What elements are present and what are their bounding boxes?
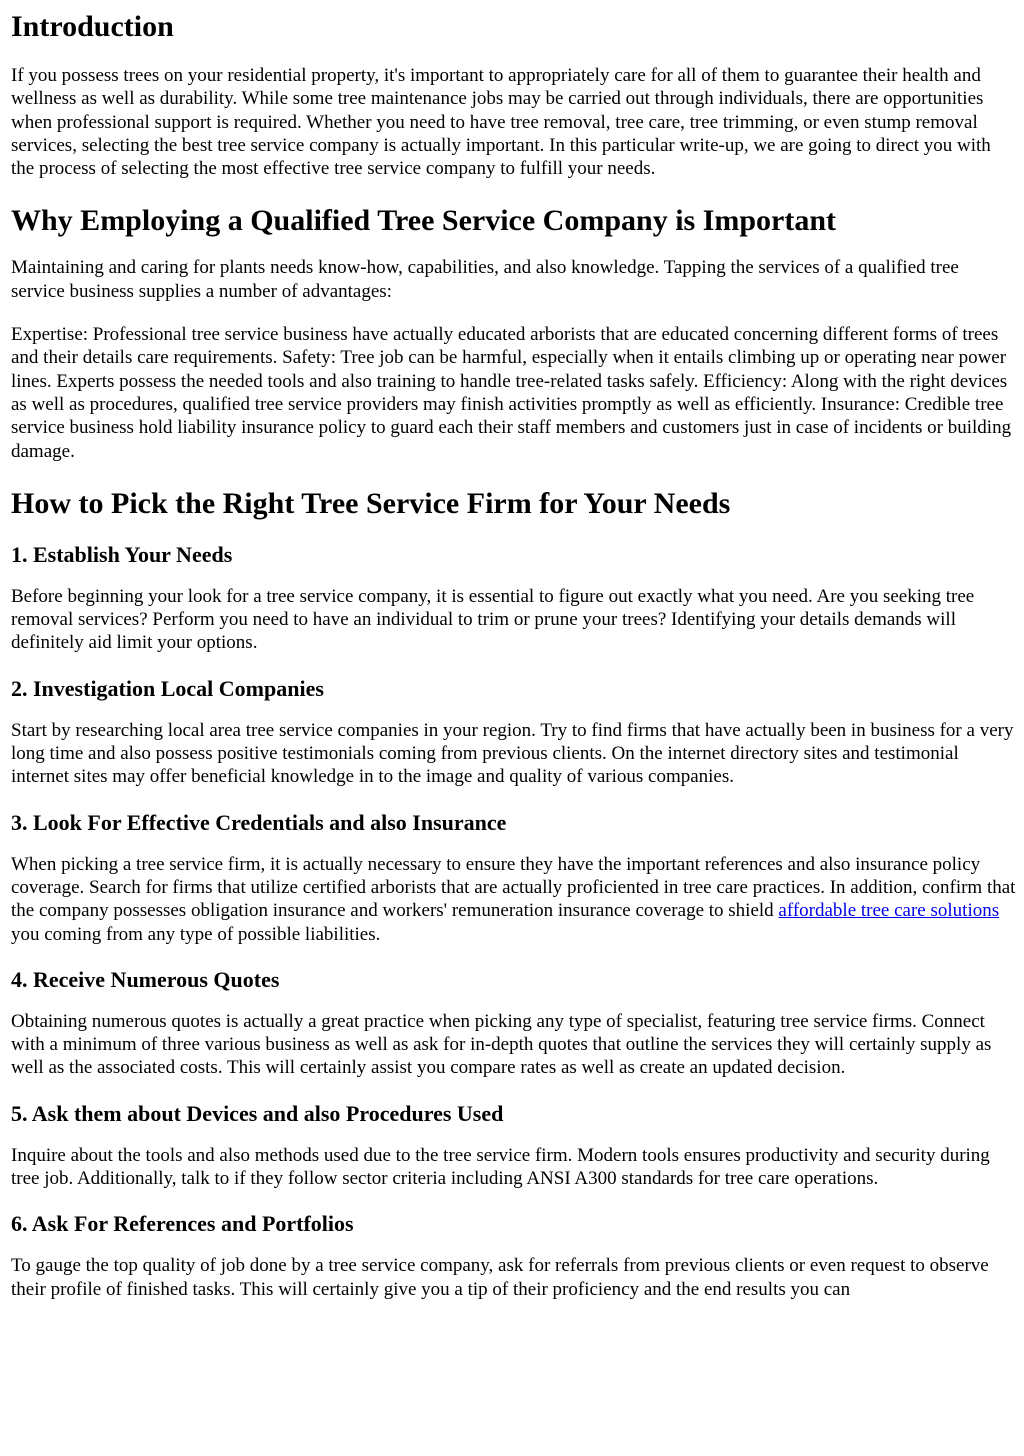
- why-paragraph-2: Expertise: Professional tree service business have actually educated arborists that are educated concerning different forms of trees and their details care requirements. Safety: Tree job can be harmful, especially when it entails climbing up or operating near power lines. Experts possess the needed tools and also training to handle tree-related tasks safely. Efficiency: Along with the right devices as well as procedures, qualified tree service providers may finish activities promptly as well as efficiently. Insurance: Credible tree service business hold liability insurance policy to guard each their staff members and customers just in case of incidents or building damage.: [11, 324, 1012, 462]
- how-heading: How to Pick the Right Tree Service Firm for Your Needs: [11, 486, 731, 520]
- step-3-title: 3. Look For Effective Credentials and also Insurance: [11, 809, 507, 835]
- step-2-title: 2. Investigation Local Companies: [11, 675, 324, 701]
- step-6-title: 6. Ask For References and Portfolios: [11, 1211, 354, 1237]
- step-1-title: 1. Establish Your Needs: [11, 541, 233, 567]
- step-5-title: 5. Ask them about Devices and also Procedures Used: [11, 1100, 504, 1126]
- step-3-text-after: you coming from any type of possible liabilities.: [11, 923, 381, 945]
- why-heading: Why Employing a Qualified Tree Service Company is Important: [11, 204, 837, 238]
- step-3-text-before: When picking a tree service firm, it is actually necessary to ensure they have the important references and also insurance policy coverage. Search for firms that utilize certified arborists that are actually proficiented in tree care practices. In addition, confirm that the company possesses obligation insurance and workers' remuneration insurance coverage to shield: [11, 853, 1016, 922]
- why-paragraph-1: Maintaining and caring for plants needs know-how, capabilities, and also knowledge. Tapping the services of a qualified tree service business supplies a number of advantages:: [11, 257, 959, 302]
- intro-heading: Introduction: [11, 10, 174, 43]
- intro-paragraph: If you possess trees on your residential property, it's important to appropriately care for all of them to guarantee their health and wellness as well as durability. While some tree maintenance jobs may be carried out through individuals, there are opportunities when professional support is required. Whether you need to have tree removal, tree care, tree trimming, or even stump removal services, selecting the best tree service company is actually important. In this particular write-up, we are going to direct you with the process of selecting the most effective tree service company to fulfill your needs.: [11, 65, 991, 180]
- affordable-tree-care-link[interactable]: affordable tree care solutions: [778, 900, 1000, 922]
- article: [0, 8, 1024, 1301]
- step-6-text: To gauge the top quality of job done by a tree service company, ask for referrals from previous clients or even request to observe their profile of finished tasks. This will certainly give you a tip of their proficiency and the end results you can: [11, 1255, 989, 1300]
- step-2-text: Start by researching local area tree service companies in your region. Try to find firms that have actually been in business for a very long time and also possess positive testimonials coming from previous clients. On the internet directory sites and testimonial internet sites may offer beneficial knowledge in to the image and quality of various companies.: [11, 719, 1014, 788]
- step-5-text: Inquire about the tools and also methods used due to the tree service firm. Modern tools ensures productivity and security during tree job. Additionally, talk to if they follow sector criteria including ANSI A300 standards for tree care operations.: [11, 1144, 990, 1190]
- step-1-text: Before beginning your look for a tree service company, it is essential to figure out exactly what you need. Are you seeking tree removal services? Perform you need to have an individual to trim or prune your trees? Identifying your details demands will definitely aid limit your options.: [11, 585, 975, 654]
- step-4-title: 4. Receive Numerous Quotes: [11, 966, 280, 992]
- step-4-text: Obtaining numerous quotes is actually a great practice when picking any type of specialist, featuring tree service firms. Connect with a minimum of three various business as well as ask for in-depth quotes that outline the services they will certainly supply as well as the associated costs. This will certainly assist you compare rates as well as create an updated decision.: [11, 1010, 992, 1079]
- step-3-text: [11, 853, 1016, 946]
